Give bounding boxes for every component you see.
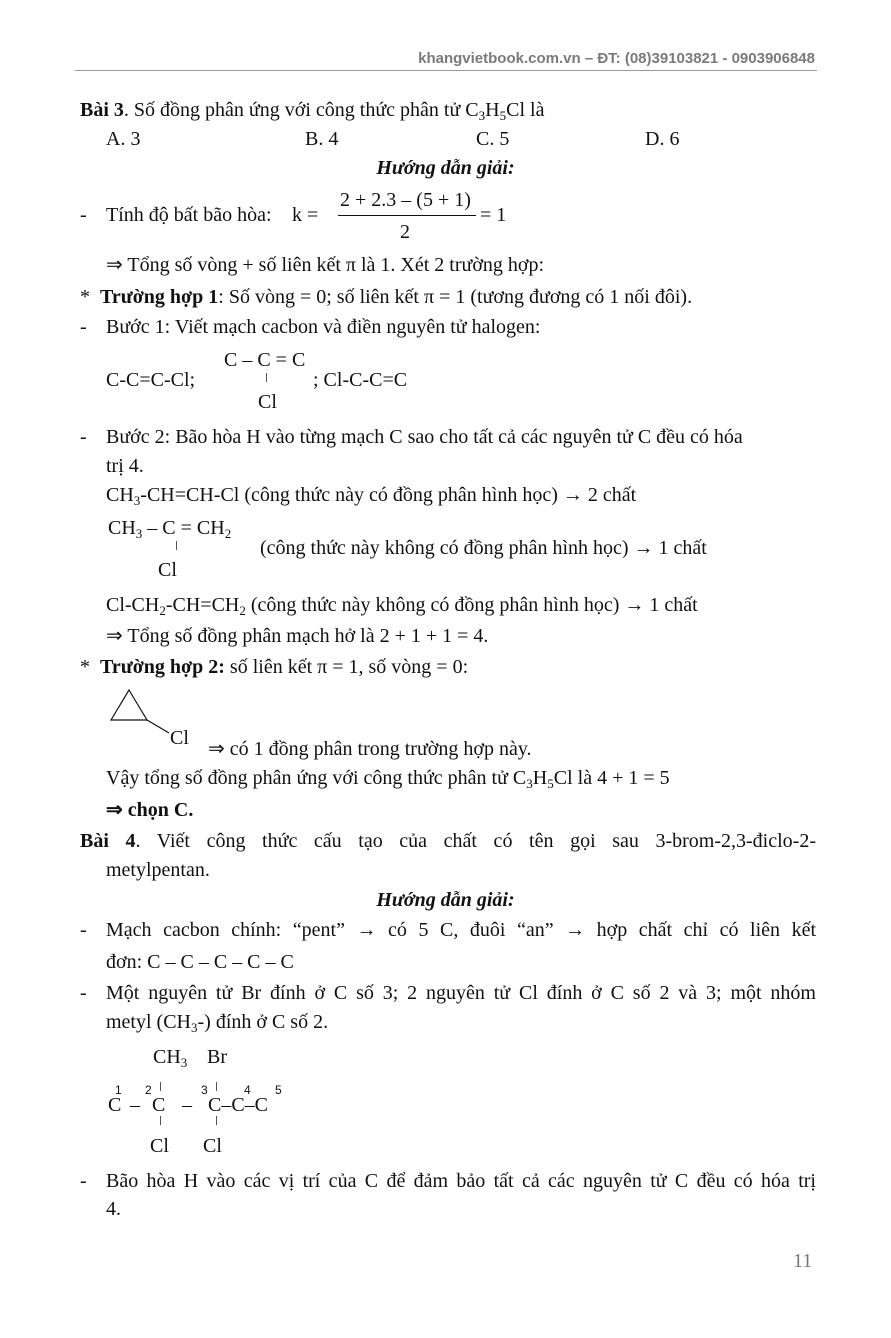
text: -) đính ở C số 2. <box>197 1011 329 1033</box>
para-1-cont: đơn: C – C – C – C – C <box>106 951 294 973</box>
total-open: ⇒ Tổng số đồng phân mạch hở là 2 + 1 + 1 = 4. <box>106 625 489 647</box>
sub: 3 <box>133 493 141 508</box>
dash: - <box>80 919 87 941</box>
k-label: Tính độ bất bão hòa: <box>106 204 272 226</box>
para-2: Một nguyên tử Br đính ở C số 3; 2 nguyên tử Cl đính ở C số 2 và 3; một nhóm <box>106 982 816 1004</box>
case2-label: Trường hợp 2: <box>100 656 225 678</box>
text: CH <box>106 484 134 506</box>
bai3-question <box>80 98 544 122</box>
struct-c3-c5: C–C–C <box>208 1094 269 1116</box>
bond-line <box>266 373 267 382</box>
text: – C = CH <box>142 517 225 539</box>
case2 <box>80 655 468 679</box>
dash: - <box>80 982 87 1004</box>
bond-line <box>160 1116 161 1125</box>
text: -CH=CH <box>165 594 240 616</box>
carbon-number: 1 <box>115 1083 122 1097</box>
case1-label: Trường hợp 1 <box>100 286 219 308</box>
para-3: Bão hòa H vào các vị trí của C để đảm bảo tất cả các nguyên tử C đều có hóa trị <box>106 1170 816 1192</box>
sub: 3 <box>135 526 143 541</box>
step1: Bước 1: Viết mạch cacbon và điền nguyên tử halogen: <box>106 316 541 338</box>
ring-note: ⇒ có 1 đồng phân trong trường hợp này. <box>208 738 532 760</box>
fraction-bar <box>338 215 476 216</box>
para-3-cont: 4. <box>106 1198 121 1220</box>
formula-2-cl: Cl <box>158 559 177 581</box>
star: * <box>80 286 90 308</box>
struct-br: Br <box>207 1046 227 1068</box>
struct-cl: Cl <box>203 1135 222 1157</box>
bond-line <box>160 1082 161 1091</box>
conclusion <box>106 766 670 790</box>
guide-heading: Hướng dẫn giải: <box>376 889 515 911</box>
bai4-question <box>80 829 816 853</box>
text: . Số đồng phân ứng với công thức phân tử C <box>123 99 479 121</box>
text: Cl là <box>506 99 545 121</box>
bai3-label: Bài 3 <box>80 99 124 121</box>
struct-bond: – <box>130 1094 140 1116</box>
option-d: D. 6 <box>645 128 680 150</box>
dash: - <box>80 1170 87 1192</box>
option-a: A. 3 <box>106 128 141 150</box>
struct-ch3 <box>153 1045 187 1069</box>
bai4-label: Bài 4 <box>80 830 136 852</box>
guide-heading: Hướng dẫn giải: <box>376 157 515 179</box>
option-b: B. 4 <box>305 128 339 150</box>
carbon-number: 3 <box>201 1083 208 1097</box>
chain3: ; Cl-C-C=C <box>313 369 408 391</box>
formula-2-note: (công thức này không có đồng phân hình học) → 1 chất <box>260 537 707 559</box>
bond-line <box>216 1116 217 1125</box>
text: Cl-CH <box>106 594 160 616</box>
text: : Số vòng = 0; số liên kết π = 1 (tương đương có 1 nối đôi). <box>218 286 693 308</box>
bond-line <box>176 541 177 550</box>
chain2-cl: Cl <box>258 391 277 413</box>
step2: Bước 2: Bão hòa H vào từng mạch C sao cho tất cả các nguyên tử C đều có hóa <box>106 426 743 448</box>
struct-bond: – <box>182 1094 192 1116</box>
sub: 5 <box>499 108 507 123</box>
carbon-number: 2 <box>145 1083 152 1097</box>
struct-c1: C <box>108 1094 122 1116</box>
sub: 2 <box>159 603 166 618</box>
sub: 5 <box>547 776 554 791</box>
para-2-cont <box>106 1010 328 1034</box>
text: Cl là 4 + 1 = 5 <box>553 767 670 789</box>
k-lhs: k = <box>292 204 319 226</box>
struct-c2: C <box>152 1094 166 1116</box>
k-rhs: = 1 <box>480 204 507 226</box>
carbon-number: 4 <box>244 1083 251 1097</box>
header-rule <box>75 70 817 71</box>
carbon-number: 5 <box>275 1083 282 1097</box>
star: * <box>80 656 90 678</box>
para-1: Mạch cacbon chính: “pent” → có 5 C, đuôi “an” → hợp chất chỉ có liên kết <box>106 919 816 941</box>
chain2-top: C – C = C <box>224 349 306 371</box>
formula-1 <box>106 483 636 507</box>
dash: - <box>80 426 87 448</box>
sum-line: ⇒ Tổng số vòng + số liên kết π là 1. Xét 2 trường hợp: <box>106 254 545 276</box>
text: -CH=CH-Cl (công thức này có đồng phân hình học) → 2 chất <box>140 484 637 506</box>
sub: 3 <box>191 1020 198 1035</box>
text: . Viết công thức cấu tạo của chất có tên gọi sau 3-brom-2,3-điclo-2- <box>135 830 816 852</box>
ring-cl: Cl <box>170 727 189 749</box>
struct-cl: Cl <box>150 1135 169 1157</box>
sub: 2 <box>224 526 232 541</box>
text: metyl (CH <box>106 1011 191 1033</box>
text: H <box>485 99 500 121</box>
text: Vậy tổng số đồng phân ứng với công thức phân tử C <box>106 767 527 789</box>
option-c: C. 5 <box>476 128 510 150</box>
page-number: 11 <box>793 1250 813 1272</box>
text: số liên kết π = 1, số vòng = 0: <box>224 656 469 678</box>
k-numerator: 2 + 2.3 – (5 + 1) <box>340 189 471 211</box>
case1 <box>80 285 692 309</box>
text: H <box>532 767 548 789</box>
text: (công thức này không có đồng phân hình học) → 1 chất <box>245 594 698 616</box>
bond-line <box>216 1082 217 1091</box>
page-header: khangvietbook.com.vn – ĐT: (08)39103821 - 0903906848 <box>418 50 815 67</box>
step2-cont: trị 4. <box>106 455 144 477</box>
text: CH <box>153 1046 181 1068</box>
answer: ⇒ chọn C. <box>106 799 194 821</box>
sub: 3 <box>180 1055 188 1070</box>
dash: - <box>80 316 87 338</box>
sub: 3 <box>526 776 533 791</box>
sub: 3 <box>478 108 486 123</box>
bai4-question-cont: metylpentan. <box>106 859 210 881</box>
sub: 2 <box>239 603 246 618</box>
k-denominator: 2 <box>400 221 410 243</box>
text: CH <box>108 517 136 539</box>
chain1: C-C=C-Cl; <box>106 369 196 391</box>
formula-2 <box>108 516 231 540</box>
dash: - <box>80 204 87 226</box>
formula-3 <box>106 593 698 617</box>
